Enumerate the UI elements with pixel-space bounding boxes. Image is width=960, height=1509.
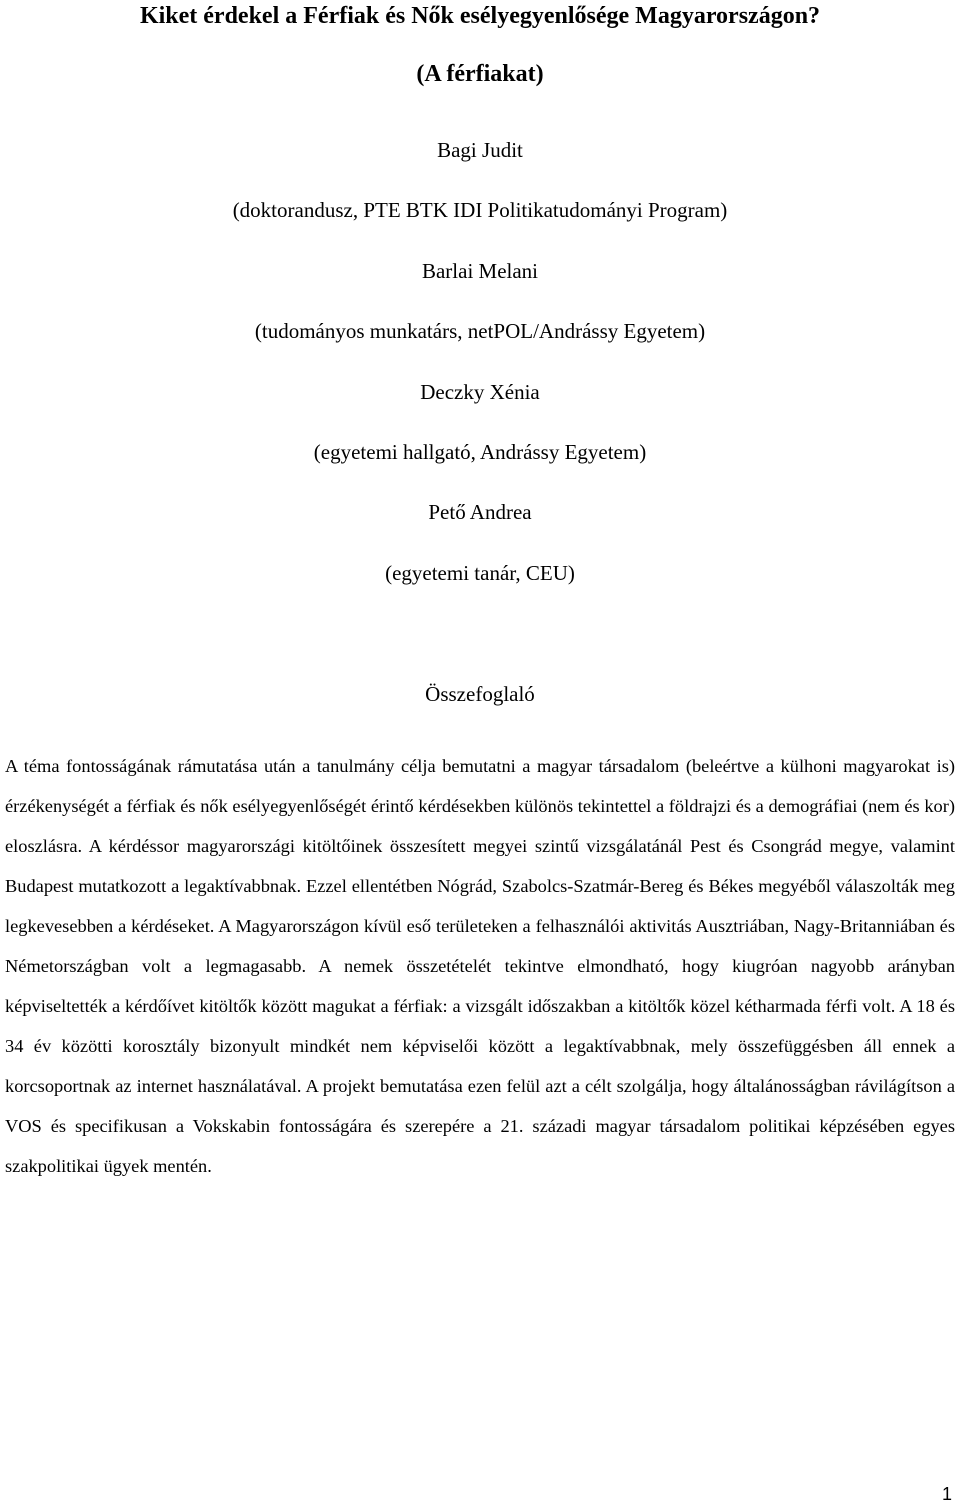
author-name: Pető Andrea bbox=[428, 500, 532, 525]
abstract-paragraph: A téma fontosságának rámutatása után a tanulmány célja bemutatni a magyar társadalom (beleértve a külhoni magyarokat is) érzékenységét a férfiak és nők esélyegyenlőségét érintő kérdésekben különös tekintettel a földrajzi és a demográfiai (nem és kor) eloszlásra. A kérdéssor magyarországi kitöltőinek összesített megyei szintű vizsgálatánál Pest és Csongrád megye, valamint Budapest mutatkozott a legaktívabbnak. Ezzel ellentétben Nógrád, Szabolcs-Szatmár-Bereg és Békes megyéből válaszolták meg legkevesebben a kérdéseket. A Magyarországon kívül eső területeken a felhasználói aktivitás Ausztriában, Nagy-Britanniában és Németországban volt a legmagasabb. A nemek összetételét tekintve elmondható, hogy kiugróan nagyobb arányban képviseltették a kérdőívet kitöltők között magukat a férfiak: a vizsgált időszakban a kitöltők közel kétharmada férfi volt. A 18 és 34 év közötti korosztály bizonyult mindkét nem képviselői között a legaktívabbnak, mely összefüggésben áll ennek a korcsoportnak az internet használatával. A projekt bemutatása ezen felül azt a célt szolgálja, hogy általánosságban rávilágítson a VOS és specifikusan a Vokskabin fontosságára és szerepére a 21. századi magyar társadalom politikai képzésében egyes szakpolitikai ügyek mentén. bbox=[5, 756, 955, 1176]
document-title bbox=[0, 0, 960, 96]
author-affiliation: (egyetemi tanár, CEU) bbox=[385, 560, 575, 585]
page-number: 1 bbox=[941, 1484, 952, 1504]
summary-heading: Összefoglaló bbox=[425, 682, 535, 706]
abstract-body bbox=[5, 746, 955, 1186]
title-line-subtitle: (A férfiakat) bbox=[416, 61, 544, 87]
title-line-main: Kiket érdekel a Férfiak és Nők esélyegyenlősége Magyarországon? bbox=[139, 3, 821, 29]
author-list bbox=[0, 128, 960, 611]
author-name: Bagi Judit bbox=[437, 138, 523, 162]
author-name: Deczky Xénia bbox=[420, 379, 540, 404]
author-affiliation: (egyetemi hallgató, Andrássy Egyetem) bbox=[313, 439, 647, 464]
author-name: Barlai Melani bbox=[421, 258, 539, 283]
author-affiliation: (tudományos munkatárs, netPOL/Andrássy Egyetem) bbox=[254, 319, 706, 344]
author-affiliation: (doktorandusz, PTE BTK IDI Politikatudományi Program) bbox=[232, 198, 728, 223]
